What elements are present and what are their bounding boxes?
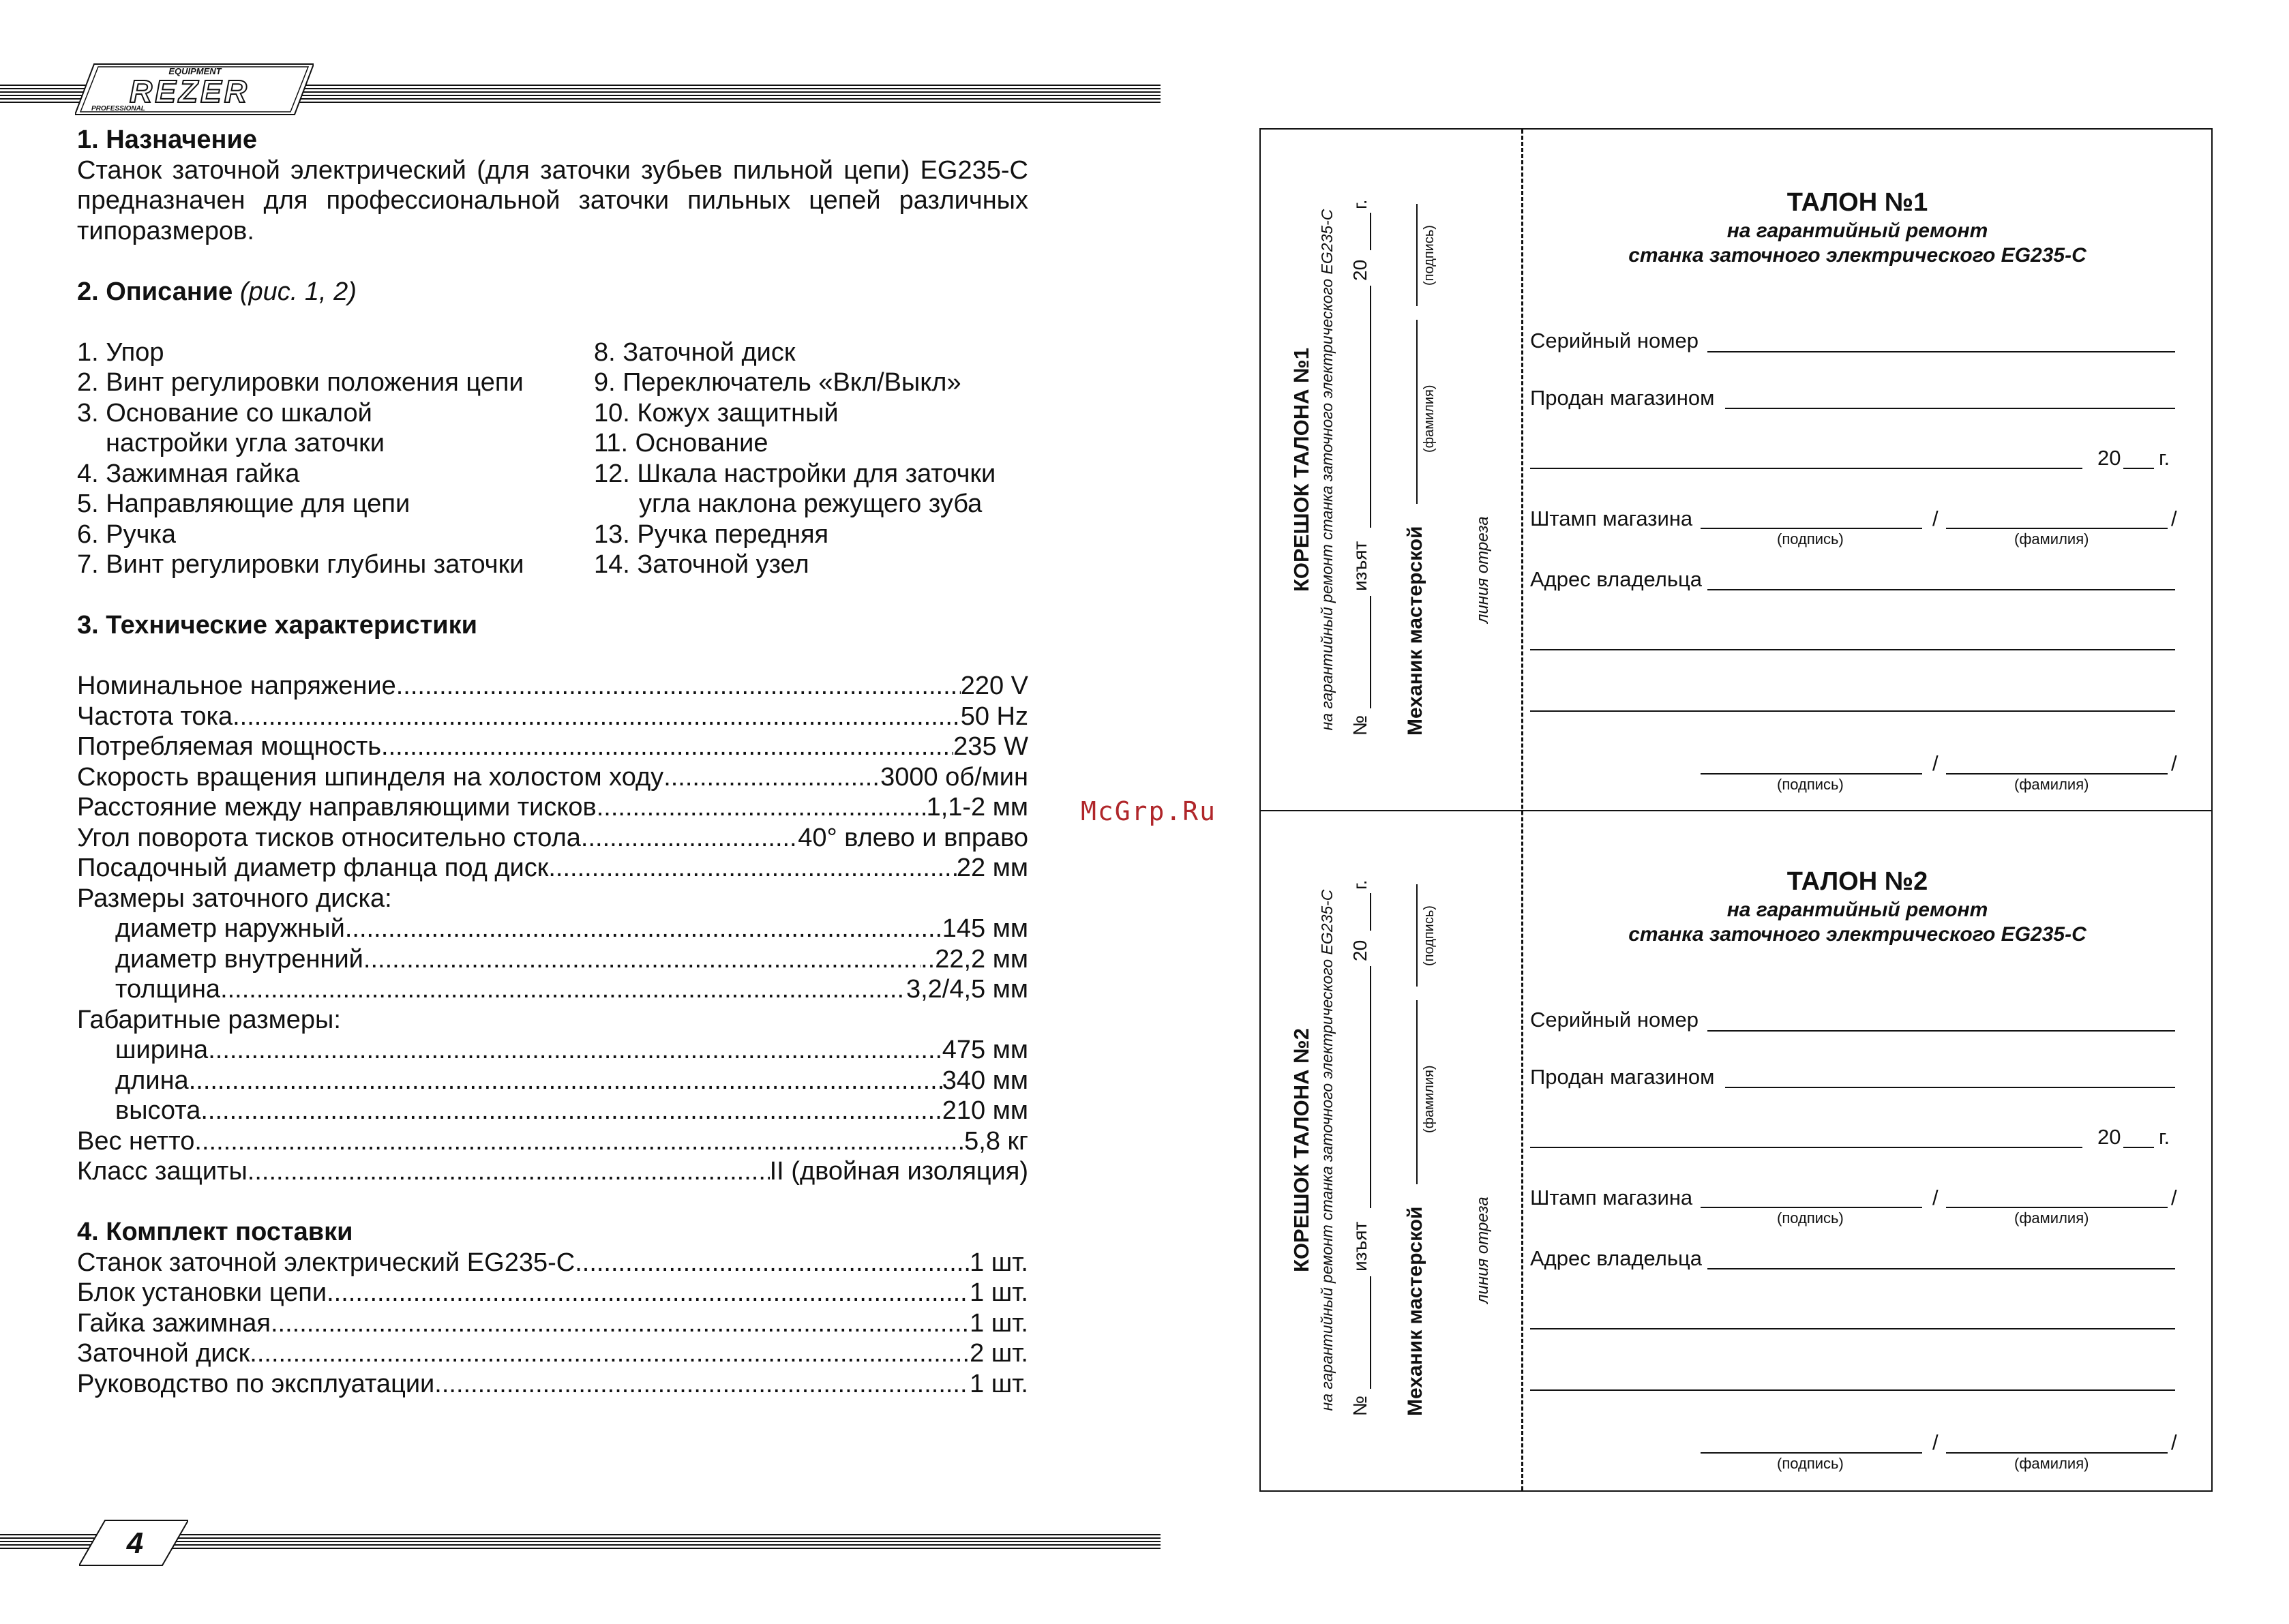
parts-col-2 [594, 337, 1028, 580]
page-number: 4 [126, 1527, 144, 1560]
spec-value: 3000 об/мин [880, 762, 1028, 792]
spec-row [77, 1035, 1028, 1066]
list-item: 4. Зажимная гайка [77, 459, 300, 488]
cut-line-label: линия отреза [1473, 516, 1492, 623]
stub-twenty: 20 [1349, 939, 1371, 961]
surname-caption: (фамилия) [2014, 776, 2089, 793]
slash: / [2171, 507, 2177, 530]
address-line [1530, 649, 2175, 650]
list-item: 13. Ручка передняя [594, 520, 829, 549]
spec-value: 475 мм [942, 1036, 1028, 1064]
kit-value: 1 шт. [970, 1308, 1028, 1338]
spec-value: 3,2/4,5 мм [906, 975, 1028, 1004]
slash: / [1932, 507, 1939, 530]
spec-value: 340 мм [942, 1066, 1028, 1095]
stub-izyat-label: изъят [1349, 1221, 1371, 1272]
stub-no-line [1370, 596, 1371, 708]
spec-name: Скорость вращения шпинделя на холостом ходу [77, 762, 664, 792]
spec-name: Расстояние между направляющими тисков [77, 793, 597, 822]
slash: / [1932, 1186, 1939, 1209]
kit-row [77, 1308, 1028, 1339]
address-line [1530, 710, 2175, 712]
spec-row [77, 1126, 1028, 1157]
coupon-subtitle-1: на гарантийный ремонт [1726, 220, 1988, 242]
watermark: McGrp.Ru [1081, 796, 1217, 826]
stamp-label: Штамп магазина [1530, 507, 1693, 530]
spec-value: 220 V [960, 672, 1028, 700]
surname-caption: (фамилия) [2014, 530, 2089, 547]
kit-table [77, 1248, 1028, 1400]
stub-mechanic-sign-line [1416, 204, 1418, 306]
dims-label: Габаритные размеры: [77, 1005, 341, 1034]
address-label: Адрес владельца [1530, 1246, 1702, 1270]
cut-line-label: линия отреза [1473, 1197, 1492, 1304]
year-g: г. [2159, 446, 2170, 470]
stub-podpis: (подпись) [1422, 905, 1437, 966]
description-title: 2. Описание [77, 277, 233, 306]
logo-text: REZER [130, 74, 250, 109]
list-item: настройки угла заточки [106, 429, 385, 457]
year-line [2123, 468, 2154, 469]
kit-name: Блок установки цепи [77, 1278, 327, 1307]
serial-line [1707, 1030, 2175, 1032]
spec-name: длина [115, 1066, 189, 1095]
spec-row [77, 792, 1028, 823]
list-item: 1. Упор [77, 337, 164, 367]
address-line [1707, 1268, 2175, 1269]
serial-line [1707, 351, 2175, 352]
spec-value: II (двойная изоляция) [769, 1157, 1028, 1186]
description-ref: (рис. 1, 2) [239, 277, 357, 306]
stub-izyat-label: изъят [1349, 541, 1371, 591]
coupon-1 [1523, 130, 2212, 810]
stub-mechanic-surname-line [1416, 1000, 1418, 1184]
spec-value: 1,1-2 мм [926, 793, 1028, 822]
kit-name: Станок заточной электрический EG235-C [77, 1248, 575, 1277]
year-label: 20 [2097, 1125, 2121, 1149]
stub-podpis: (подпись) [1422, 225, 1437, 286]
spec-row [77, 944, 1028, 975]
stamp-surname-line [1946, 1207, 2168, 1208]
stamp-surname-line [1946, 528, 2168, 529]
spec-row [77, 1156, 1028, 1187]
sign-caption: (подпись) [1777, 530, 1844, 547]
coupon-stub-1 [1261, 130, 1521, 810]
list-item: 14. Заточной узел [594, 550, 809, 579]
coupon-title: ТАЛОН №1 [1786, 188, 1928, 217]
kit-row [77, 1338, 1028, 1369]
stub-subtitle: на гарантийный ремонт станка заточного электрического EG235-C [1318, 209, 1336, 731]
list-item: 11. Основание [594, 429, 768, 457]
section-title-purpose: 1. Назначение [77, 125, 257, 154]
logo-top-text: EQUIPMENT [168, 66, 222, 76]
slash: / [2171, 1186, 2177, 1209]
spec-row [77, 732, 1028, 762]
list-item: 12. Шкала настройки для заточки [594, 459, 996, 488]
kit-name: Гайка зажимная [77, 1308, 271, 1338]
logo-sub-text: PROFESSIONAL [91, 105, 145, 112]
section-title-kit: 4. Комплект поставки [77, 1218, 353, 1246]
spec-name: Вес нетто [77, 1126, 195, 1156]
spec-row [77, 853, 1028, 884]
stub-g: г. [1349, 199, 1371, 209]
stub-date-line [1370, 286, 1371, 528]
spec-value: ..22,2 мм [921, 944, 1028, 974]
coupon-subtitle-2: станка заточного электрического EG235-C [1628, 244, 2086, 267]
stub-familiya: (фамилия) [1422, 385, 1437, 453]
stub-familiya: (фамилия) [1422, 1065, 1437, 1133]
coupon-stub-2 [1261, 810, 1521, 1490]
list-item: 10. Кожух защитный [594, 398, 839, 427]
stub-subtitle: на гарантийный ремонт станка заточного электрического EG235-C [1318, 889, 1336, 1411]
address-line [1530, 1389, 2175, 1391]
serial-label: Серийный номер [1530, 329, 1699, 352]
list-item: 2. Винт регулировки положения цепи [77, 368, 524, 397]
coupon-subtitle-1: на гарантийный ремонт [1726, 899, 1988, 921]
address-label: Адрес владельца [1530, 567, 1702, 591]
list-item: 7. Винт регулировки глубины заточки [77, 550, 524, 579]
list-item: 6. Ручка [77, 520, 176, 549]
stub-g: г. [1349, 879, 1371, 890]
spec-name: Частота тока [77, 702, 233, 731]
spec-name: диаметр наружный [115, 914, 345, 943]
parts-col-1 [77, 337, 594, 580]
spec-value: 210 мм [942, 1096, 1028, 1125]
stamp-sign-line [1701, 1207, 1922, 1208]
section-title-description [77, 277, 1028, 307]
stub-twenty: 20 [1349, 259, 1371, 281]
owner-surname-line [1946, 773, 2168, 775]
stub-mechanic-surname-line [1416, 320, 1418, 504]
kit-value: 1 шт. [970, 1278, 1028, 1307]
spec-name: Потребляемая мощность [77, 732, 382, 761]
spec-row [77, 671, 1028, 702]
stub-title: КОРЕШОК ТАЛОНА №2 [1289, 1028, 1313, 1272]
spec-value: 40° влево и вправо [798, 823, 1028, 852]
sold-label: Продан магазином [1530, 1065, 1715, 1089]
kit-name: Заточной диск [77, 1339, 250, 1368]
spec-value: 22 мм [956, 854, 1028, 882]
serial-label: Серийный номер [1530, 1008, 1699, 1032]
spec-name: Посадочный диаметр фланца под диск [77, 854, 549, 882]
address-line [1530, 1328, 2175, 1329]
parts-list [77, 337, 1028, 580]
spec-row [77, 1066, 1028, 1096]
spec-name: толщина [115, 975, 221, 1004]
rezer-logo [75, 63, 314, 116]
coupon-2 [1523, 810, 2212, 1490]
purpose-text: Станок заточной электрический (для заточки зубьев пильной цепи) EG235-C предназначен для профессиональной заточки пильных цепей различных типоразмеров. [77, 155, 1028, 245]
kit-row [77, 1369, 1028, 1400]
sign-caption: (подпись) [1777, 1455, 1844, 1472]
date-line [1530, 1147, 2082, 1148]
stub-date-line [1370, 966, 1371, 1208]
list-item: 3. Основание со шкалой [77, 398, 372, 427]
kit-row [77, 1278, 1028, 1308]
sign-caption: (подпись) [1777, 776, 1844, 793]
year-label: 20 [2097, 446, 2121, 470]
year-g: г. [2159, 1125, 2170, 1149]
spec-row [77, 762, 1028, 793]
owner-sign-line [1701, 1452, 1922, 1454]
stub-mechanic: Механик мастерской [1404, 1206, 1426, 1416]
owner-sign-line [1701, 773, 1922, 775]
stub-year-line [1370, 213, 1371, 250]
owner-surname-line [1946, 1452, 2168, 1454]
spec-name: высота [115, 1096, 201, 1125]
slash: / [1932, 1430, 1939, 1454]
year-line [2123, 1147, 2154, 1148]
list-item: 9. Переключатель «Вкл/Выкл» [594, 368, 961, 397]
stamp-label: Штамп магазина [1530, 1186, 1693, 1209]
stub-mechanic-sign-line [1416, 884, 1418, 987]
list-item: угла наклона режущего зуба [639, 490, 983, 518]
coupon-title: ТАЛОН №2 [1786, 867, 1928, 896]
sold-label: Продан магазином [1530, 386, 1715, 410]
stub-year-line [1370, 893, 1371, 931]
manual-content [77, 125, 1028, 1399]
surname-caption: (фамилия) [2014, 1209, 2089, 1227]
stub-title: КОРЕШОК ТАЛОНА №1 [1289, 348, 1313, 592]
spec-name: Угол поворота тисков относительно стола [77, 823, 581, 852]
spec-value: 145 мм [942, 914, 1028, 943]
stub-no-label: № [1349, 715, 1371, 736]
section-title-specs: 3. Технические характеристики [77, 611, 477, 640]
spec-name: Номинальное напряжение [77, 672, 396, 700]
slash: / [2171, 1430, 2177, 1454]
stub-no-label: № [1349, 1395, 1371, 1416]
slash: / [2171, 751, 2177, 775]
kit-value: 1 шт. [970, 1369, 1028, 1398]
stamp-sign-line [1701, 528, 1922, 529]
specs-table [77, 671, 1028, 1187]
stub-no-line [1370, 1276, 1371, 1389]
kit-name: Руководство по эксплуатации [77, 1369, 435, 1398]
spec-name: диаметр внутренний [115, 944, 363, 974]
date-line [1530, 468, 2082, 469]
warranty-coupons [1259, 128, 2213, 1492]
kit-row [77, 1248, 1028, 1278]
coupon-subtitle-2: станка заточного электрического EG235-C [1628, 923, 2086, 946]
list-item: 5. Направляющие для цепи [77, 490, 410, 518]
sign-caption: (подпись) [1777, 1209, 1844, 1227]
spec-value: 50 Hz [960, 702, 1028, 731]
disc-label: Размеры заточного диска: [77, 884, 392, 913]
kit-value: 1 шт. [970, 1248, 1028, 1277]
spec-name: ширина [115, 1036, 209, 1064]
stub-mechanic: Механик мастерской [1404, 526, 1426, 736]
spec-row [77, 974, 1028, 1005]
page-number-badge [79, 1519, 188, 1567]
list-item: 8. Заточной диск [594, 337, 796, 367]
slash: / [1932, 751, 1939, 775]
sold-line [1725, 1087, 2175, 1088]
address-line [1707, 589, 2175, 590]
spec-value: 5,8 кг [964, 1126, 1028, 1156]
spec-value: 235 W [953, 732, 1028, 761]
kit-value: 2 шт. [970, 1339, 1028, 1368]
spec-name: Класс защиты [77, 1157, 248, 1186]
spec-row [77, 823, 1028, 854]
spec-row [77, 1096, 1028, 1126]
surname-caption: (фамилия) [2014, 1455, 2089, 1472]
sold-line [1725, 408, 2175, 409]
spec-row [77, 702, 1028, 732]
spec-row [77, 914, 1028, 944]
